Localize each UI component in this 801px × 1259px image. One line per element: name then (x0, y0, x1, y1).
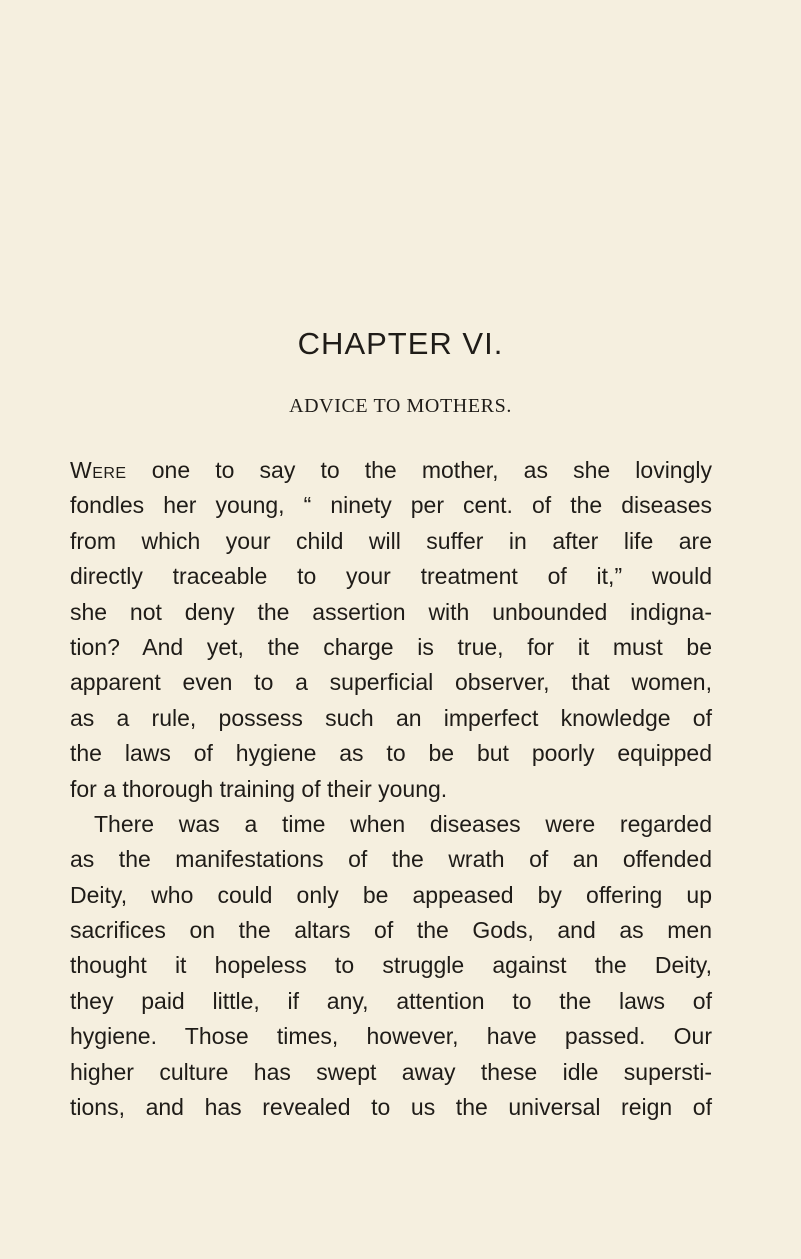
paragraph-1-line-5: she not deny the assertion with unbounded indigna- (70, 598, 712, 625)
paragraph-1-line-1-text: one to say to the mother, as she lovingly (126, 457, 712, 483)
paragraph-1-line-4: directly traceable to your treatment of it,” would (70, 563, 712, 590)
paragraph-1-line-1 (70, 453, 712, 488)
paragraph-2-line-8: higher culture has swept away these idle supersti- (70, 1058, 712, 1085)
paragraph-1-lead-word: Were (70, 457, 127, 483)
paragraph-1-line-2: fondles her young, “ ninety per cent. of the diseases (70, 492, 712, 519)
paragraph-2-line-9: tions, and has revealed to us the universal reign of (70, 1094, 712, 1121)
paragraph-1-line-3: from which your child will suffer in after life are (70, 527, 712, 554)
paragraph-2-line-4: sacrifices on the altars of the Gods, and as men (70, 917, 712, 944)
paragraph-2-line-6: they paid little, if any, attention to the laws of (70, 987, 712, 1014)
paragraph-2-line-2: as the manifestations of the wrath of an offended (70, 846, 712, 873)
paragraph-2-line-7: hygiene. Those times, however, have passed. Our (70, 1023, 712, 1050)
paragraph-1-line-10: for a thorough training of their young. (70, 775, 448, 802)
paragraph-2-line-5: thought it hopeless to struggle against the Deity, (70, 952, 712, 979)
paragraph-1-line-6: tion? And yet, the charge is true, for it must be (70, 633, 712, 660)
chapter-title: CHAPTER VI. (297, 326, 504, 361)
paragraph-2-line-1: There was a time when diseases were regarded (94, 810, 712, 837)
body-text (70, 453, 712, 1125)
paragraph-1-line-7: apparent even to a superficial observer, that women, (70, 669, 712, 696)
paragraph-1-line-9: the laws of hygiene as to be but poorly equipped (70, 740, 712, 767)
paragraph-1-line-8: as a rule, possess such an imperfect knowledge of (70, 704, 712, 731)
section-title: ADVICE TO MOTHERS. (289, 395, 512, 417)
paragraph-2-line-3: Deity, who could only be appeased by offering up (70, 881, 712, 908)
